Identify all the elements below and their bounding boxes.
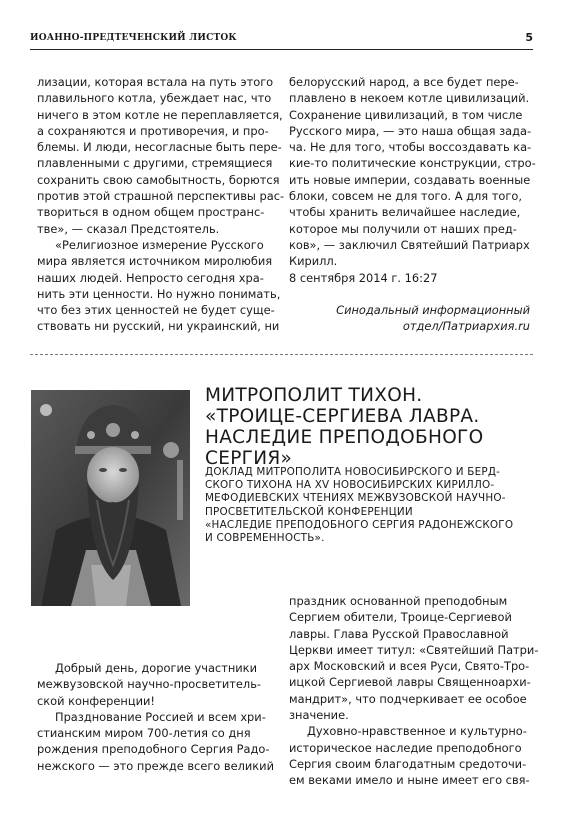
text-line: ить новые империи, создавать военные <box>289 172 531 187</box>
text-line: Сергием обители, Троице-Сергиевой <box>289 610 512 625</box>
text-line: мандрит», что подчеркивает ее особое <box>289 691 527 706</box>
article-paragraph-2 <box>37 709 282 774</box>
text-line: нежского — это прежде всего великий <box>37 758 274 773</box>
top-left-paragraph-2 <box>37 237 281 335</box>
source-line: отдел/Патриархия.ru <box>402 319 530 334</box>
text-line: твориться в одном общем пространс- <box>37 205 265 220</box>
text-line: ствовать ни русский, ни украинский, ни <box>37 319 280 334</box>
text-line: Празднование Россией и всем хри- <box>55 709 266 724</box>
text-line: что без этих ценностей не будет суще- <box>37 303 275 318</box>
text-line: ков», — заключил Святейший Патриарх <box>289 237 530 252</box>
text-line: блоки, совсем не для того. А для того, <box>289 189 522 204</box>
article-paragraph-1 <box>37 660 282 709</box>
text-line: лавры. Глава Русской Православной <box>289 626 509 641</box>
title-line: «ТРОИЦЕ-СЕРГИЕВА ЛАВРА. <box>205 406 480 427</box>
article-paragraph-3 <box>289 593 539 723</box>
text-line: Церкви имеет титул: «Святейший Патри- <box>289 642 539 657</box>
text-line: сохранить свою самобытность, борются <box>37 172 280 187</box>
subtitle-line: И СОВРЕМЕННОСТЬ». <box>205 532 325 545</box>
subtitle-line: «НАСЛЕДИЕ ПРЕПОДОБНОГО СЕРГИЯ РАДОНЕЖСКОГО <box>205 518 514 531</box>
text-line: белорусский народ, а все будет пере- <box>289 75 519 89</box>
top-left-paragraph-1 <box>37 74 285 237</box>
text-line: ничего в этом котле не переплавляется, <box>37 107 283 122</box>
source-line: Синодальный информационный <box>336 302 530 317</box>
text-line: плавленными с другими, стремящиеся <box>37 156 273 171</box>
text-line: плавильного котла, убеждает нас, что <box>37 91 272 106</box>
text-line: Русского мира, — это наша общая зада- <box>289 123 532 138</box>
text-line: арх Московский и всея Руси, Свято-Тро- <box>289 659 530 674</box>
text-line: против этой страшной перспективы рас- <box>37 189 285 204</box>
text-line: кие-то политические конструкции, стро- <box>289 156 536 171</box>
text-line: а сохраняются и противоречия, и про- <box>37 123 269 138</box>
subtitle-line: СКОГО ТИХОНА НА XV НОВОСИБИРСКИХ КИРИЛЛО- <box>205 479 495 492</box>
text-line: ицкой Сергиевой лавры Священноархи- <box>289 675 531 690</box>
text-line: Кирилл. <box>289 254 338 269</box>
text-line: Сохранение цивилизаций, в том числе <box>289 107 523 122</box>
metropolitan-photo <box>31 390 190 606</box>
text-line: стианским миром 700-летия со дня <box>37 726 251 741</box>
top-right-paragraph <box>289 74 536 270</box>
title-line: МИТРОПОЛИТ ТИХОН. <box>205 385 423 406</box>
text-line: нить эти ценности. Но нужно понимать, <box>37 286 281 301</box>
running-title: ИОАННО-ПРЕДТЕЧЕНСКИЙ ЛИСТОК <box>30 33 237 43</box>
text-line: ем веками имело и ныне имеет его свя- <box>289 773 530 788</box>
article-subtitle <box>205 466 540 545</box>
text-line: ской конференции! <box>37 693 155 708</box>
text-line: межвузовской научно-просветитель- <box>37 677 262 692</box>
text-line: «Религиозное измерение Русского <box>55 237 264 252</box>
text-line: которое мы получили от наших пред- <box>289 221 517 236</box>
text-line: мира является источником миролюбия <box>37 254 273 269</box>
subtitle-line: ДОКЛАД МИТРОПОЛИТА НОВОСИБИРСКОГО И БЕРД- <box>205 466 501 478</box>
top-right-column <box>289 74 536 334</box>
text-line: лизации, которая встала на путь этого <box>37 75 274 89</box>
section-divider <box>30 354 533 355</box>
portrait-illustration <box>31 390 190 606</box>
article-right-column <box>289 593 539 789</box>
article-left-column <box>37 660 282 774</box>
text-line: Добрый день, дорогие участники <box>55 661 257 675</box>
page-number: 5 <box>525 31 533 44</box>
text-line: значение. <box>289 708 349 723</box>
title-line: НАСЛЕДИЕ ПРЕПОДОБНОГО <box>205 427 484 448</box>
text-line: историческое наследие преподобного <box>289 740 522 755</box>
text-line: блемы. И люди, несогласные быть пере- <box>37 140 282 155</box>
title-line: СЕРГИЯ» <box>205 448 293 469</box>
text-line: чтобы хранить величайшее наследие, <box>289 205 521 220</box>
header-rule <box>30 49 533 50</box>
text-line: праздник основанной преподобным <box>289 594 508 608</box>
text-line: Сергия своим благодатным средоточи- <box>289 756 527 771</box>
text-line: тве», — сказал Предстоятель. <box>37 221 220 236</box>
text-line: ча. Не для того, чтобы воссоздавать ка- <box>289 140 532 155</box>
text-line: рождения преподобного Сергия Радо- <box>37 742 270 757</box>
subtitle-line: МЕФОДИЕВСКИХ ЧТЕНИЯХ МЕЖВУЗОВСКОЙ НАУЧНО- <box>205 492 506 505</box>
article-paragraph-4 <box>289 723 534 788</box>
subtitle-line: ПРОСВЕТИТЕЛЬСКОЙ КОНФЕРЕНЦИИ <box>205 505 413 518</box>
news-source <box>289 302 533 335</box>
article-title <box>205 385 535 469</box>
top-left-column <box>37 74 285 335</box>
text-line: Духовно-нравственное и культурно- <box>307 724 527 739</box>
text-line: плавлено в некоем котле цивилизаций. <box>289 91 530 106</box>
news-date: 8 сентября 2014 г. 16:27 <box>289 270 438 285</box>
text-line: наших людей. Непросто сегодня хра- <box>37 270 264 285</box>
